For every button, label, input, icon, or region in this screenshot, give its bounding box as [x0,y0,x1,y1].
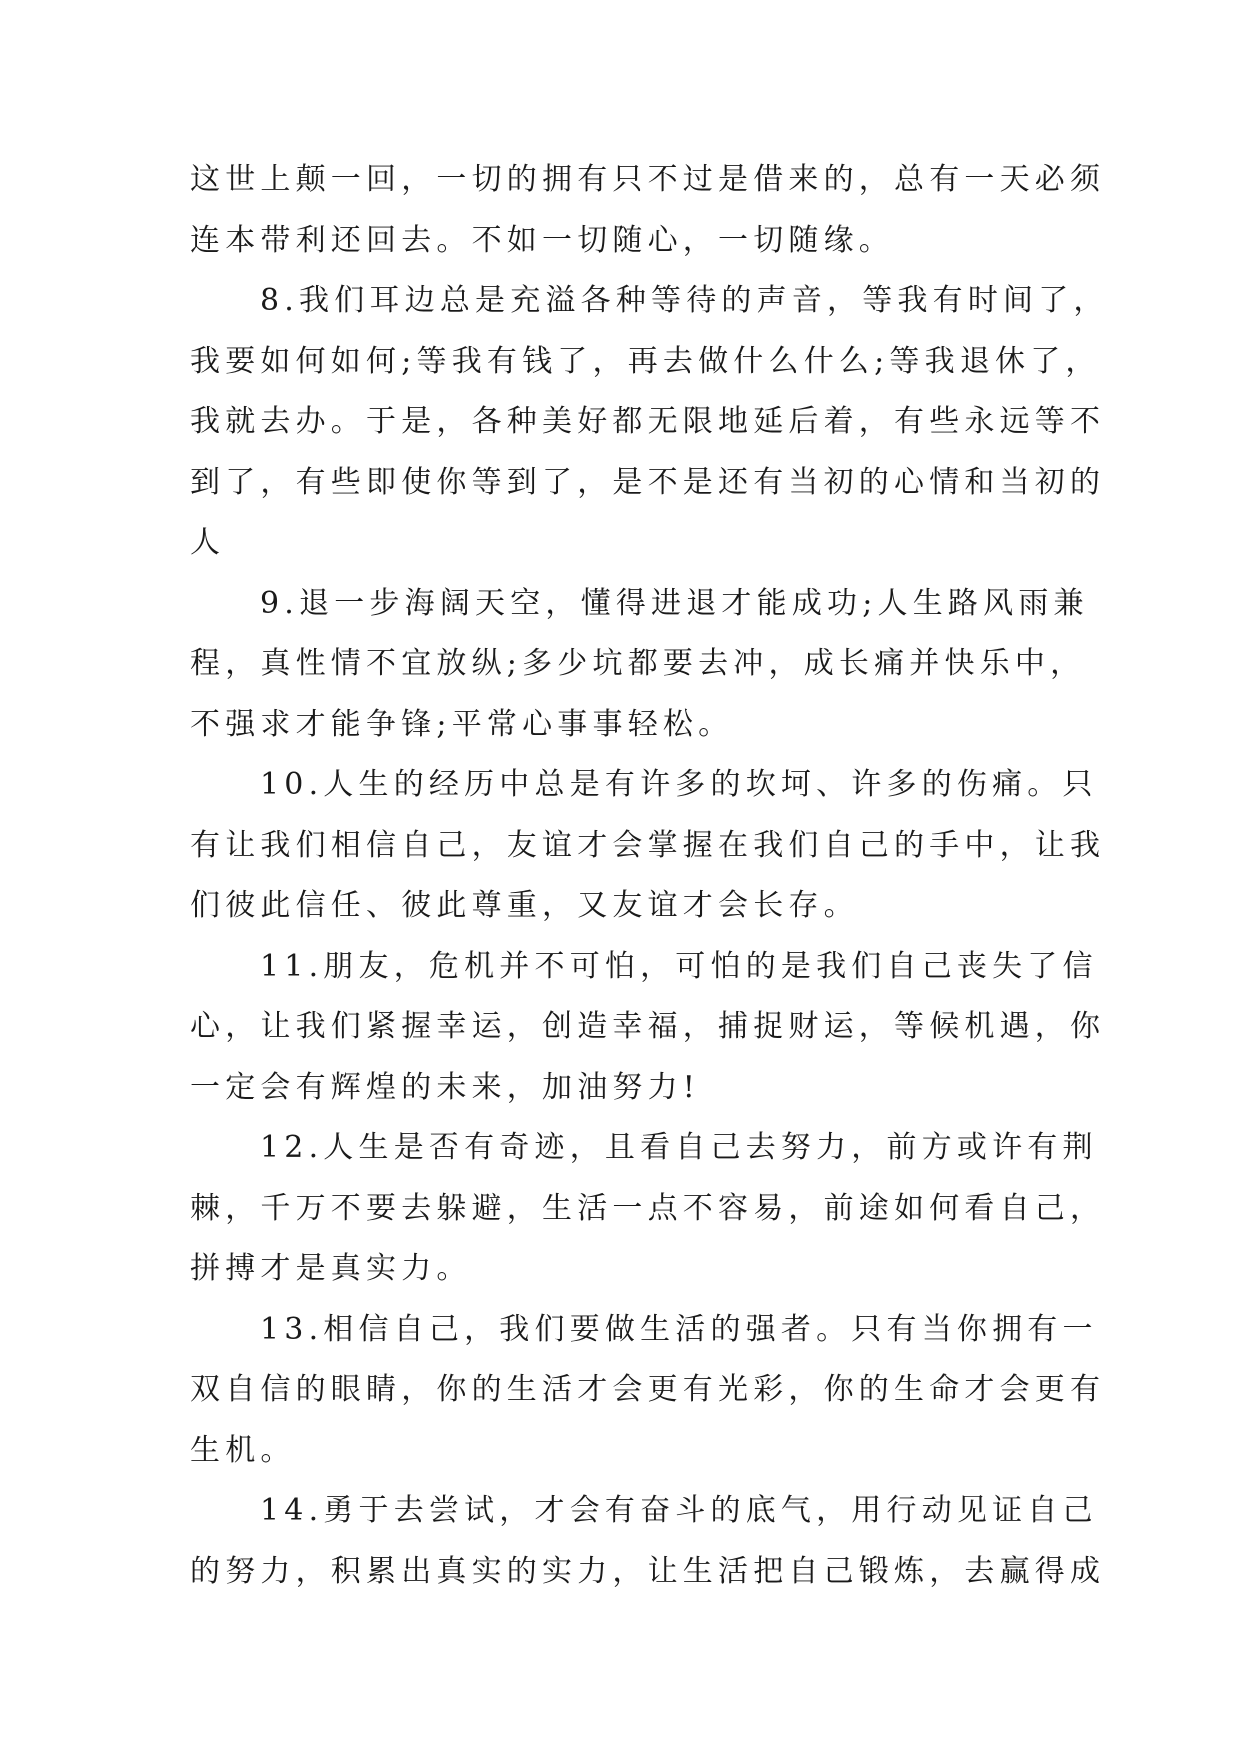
text-line: 有让我们相信自己，友谊才会掌握在我们自己的手中，让我 [190,827,1106,863]
text-line: 9.退一步海阔天空，懂得进退才能成功;人生路风雨兼 [260,585,1089,621]
text-line: 双自信的眼睛，你的生活才会更有光彩，你的生命才会更有 [190,1372,1106,1407]
text-line: 心，让我们紧握幸运，创造幸福，捕捉财运，等候机遇，你 [190,1009,1106,1044]
text-line: 13.相信自己，我们要做生活的强者。只有当你拥有一 [260,1311,1098,1347]
text-line: 14.勇于去尝试，才会有奋斗的底气，用行动见证自己 [260,1493,1098,1528]
text-line: 我就去办。于是，各种美好都无限地延后着，有些永远等不 [190,404,1106,439]
text-line: 一定会有辉煌的未来，加油努力! [190,1069,701,1105]
paragraph-item-10 [190,755,1106,937]
paragraph-item-14 [190,1481,1106,1602]
text-line: 不强求才能争锋;平常心事事轻松。 [190,706,734,742]
text-line: 拼搏才是真实力。 [190,1251,472,1286]
text-line: 这世上颠一回，一切的拥有只不过是借来的，总有一天必须 [190,162,1106,197]
text-line: 8.我们耳边总是充溢各种等待的声音，等我有时间了， [260,283,1109,318]
paragraph-continuation [190,150,1106,271]
text-line: 人 [190,525,226,560]
paragraph-item-9 [190,574,1089,756]
text-line: 程，真性情不宜放纵;多少坑都要去冲，成长痛并快乐中， [190,646,1086,681]
text-line: 11.朋友，危机并不可怕，可怕的是我们自己丧失了信 [260,948,1098,984]
text-line: 生机。 [190,1432,296,1468]
text-line: 棘，千万不要去躲避，生活一点不容易，前途如何看自己， [190,1190,1106,1226]
document-body [190,150,1109,1602]
text-line: 连本带利还回去。不如一切随心，一切随缘。 [190,222,894,258]
paragraph-item-8 [190,271,1109,574]
text-line: 的努力，积累出真实的实力，让生活把自己锻炼，去赢得成 [190,1553,1106,1589]
paragraph-item-11 [190,937,1106,1119]
text-line: 们彼此信任、彼此尊重，又友谊才会长存。 [190,888,859,923]
text-line: 到了，有些即使你等到了，是不是还有当初的心情和当初的 [190,464,1106,500]
text-line: 我要如何如何;等我有钱了，再去做什么什么;等我退休了， [190,343,1101,379]
text-line: 10.人生的经历中总是有许多的坎坷、许多的伤痛。只 [260,767,1098,802]
paragraph-item-12 [190,1118,1106,1300]
text-line: 12.人生是否有奇迹，且看自己去努力，前方或许有荆 [260,1130,1098,1165]
paragraph-item-13 [190,1300,1106,1482]
